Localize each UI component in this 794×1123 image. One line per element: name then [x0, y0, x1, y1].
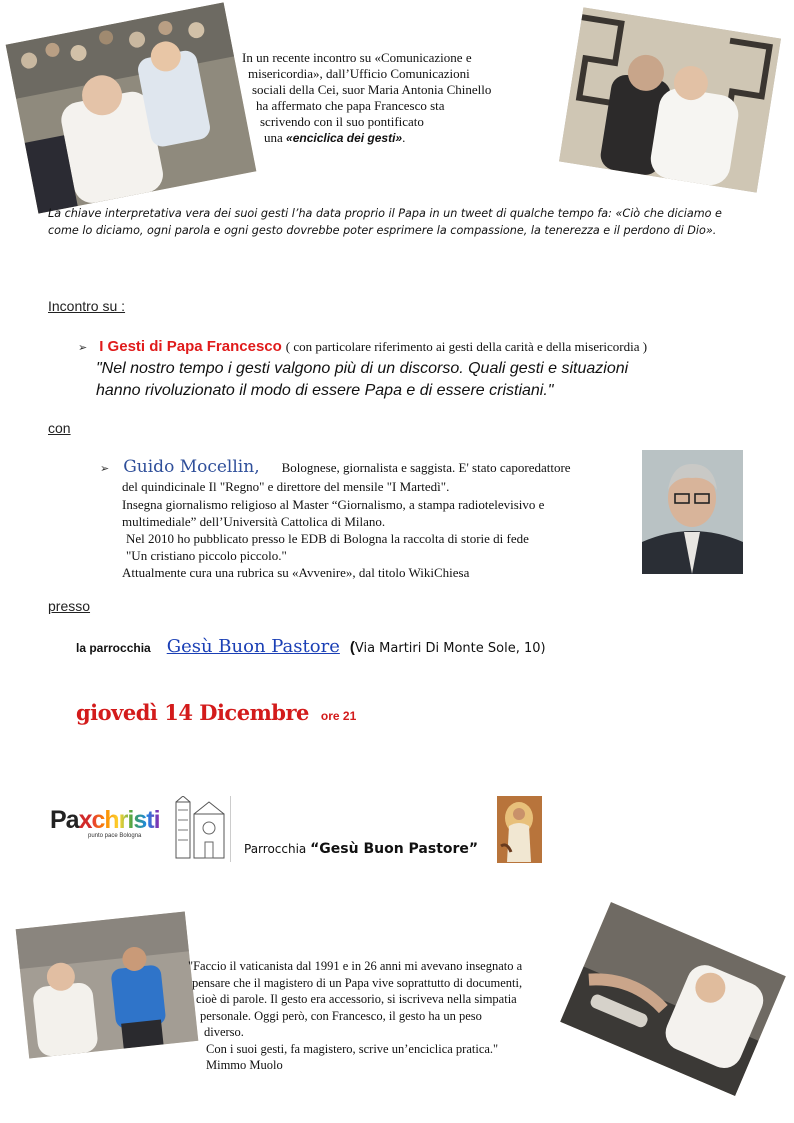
parish-logo-text	[244, 840, 478, 858]
pax-text-christi: christi	[91, 806, 160, 834]
guest-line6: "Un cristiano piccolo piccolo."	[126, 548, 287, 563]
photo-pope-crowd	[6, 2, 257, 213]
bullet-arrow-icon: ➢	[78, 342, 88, 354]
venue-name: Gesù Buon Pastore	[166, 636, 340, 657]
parish-name: “Gesù Buon Pastore”	[310, 841, 479, 857]
label-presso: presso	[48, 598, 91, 614]
quote-line: diverso.	[204, 1025, 244, 1039]
venue-open-paren: (	[349, 639, 355, 656]
guest-line3: Insegna giornalismo religioso al Master “Giornalismo, a stampa radiotelevisivo e	[122, 497, 545, 512]
photo-pope-street	[16, 911, 199, 1058]
guest-name: Guido Mocellin,	[123, 457, 260, 477]
intro-last-suffix: .	[402, 130, 406, 145]
guest-line2: del quindicinale Il "Regno" e direttore del mensile "I Martedì".	[122, 479, 450, 494]
intro-line-last	[234, 130, 534, 146]
label-con: con	[48, 420, 71, 436]
muolo-quote	[188, 958, 588, 1074]
topic-title: I Gesti di Papa Francesco	[99, 338, 282, 355]
venue-prefix: la parrocchia	[76, 641, 151, 655]
pax-text-a: Pa	[50, 806, 79, 834]
enciclica-dei-gesti: «enciclica dei gesti»	[286, 131, 403, 145]
label-incontro: Incontro su :	[48, 298, 126, 314]
pax-text-x: x	[78, 806, 92, 834]
guest-line5: Nel 2010 ho pubblicato presso le EDB di Bologna la raccolta di storie di fede	[126, 531, 529, 546]
topic-line	[78, 338, 647, 356]
quote-line: "Faccio il vaticanista dal 1991 e in 26 anni mi avevano insegnato a	[188, 959, 523, 973]
parish-prefix: Parrocchia	[244, 842, 311, 856]
quote-line: Con i suoi gesti, fa magistero, scrive un’enciclica pratica."	[206, 1041, 499, 1056]
pax-subtitle: punto pace Bologna	[88, 833, 142, 839]
quote-line: cioè di parole. Il gesto era accessorio, si iscriveva nella simpatia	[196, 992, 517, 1006]
photo-christ-icon	[497, 796, 542, 863]
intro-line: In un recente incontro su «Comunicazione e	[242, 50, 472, 65]
intro-paragraph	[234, 50, 534, 146]
date-main: giovedì 14 Dicembre	[76, 700, 309, 725]
quote-line: personale. Oggi però, con Francesco, il gesto ha un peso	[200, 1008, 482, 1023]
photo-pope-washing-feet	[560, 902, 786, 1096]
bullet-arrow-icon: ➢	[100, 463, 110, 475]
date-time: ore 21	[320, 709, 357, 723]
intro-line: scrivendo con il suo pontificato	[260, 114, 424, 129]
event-date	[76, 700, 356, 725]
key-paragraph: La chiave interpretativa vera dei suoi gesti l’ha data proprio il Papa in un tweet di qualche tempo fa: «Ciò che diciamo e come lo diciamo, ogni parola e ogni gesto dovrebbe poter esprimere la compassione, la tenerezza e il perdono di Dio».	[48, 207, 722, 237]
guest-line4: multimediale” dell’Università Cattolica di Milano.	[122, 514, 386, 529]
quote-line: pensare che il magistero di un Papa vive soprattutto di documenti,	[192, 975, 523, 990]
intro-last-prefix: una	[264, 130, 287, 145]
topic-note: ( con particolare riferimento ai gesti della carità e della misericordia )	[285, 339, 648, 354]
guest-line7: Attualmente cura una rubrica su «Avvenire», dal titolo WikiChiesa	[122, 565, 470, 580]
guest-header	[100, 457, 571, 477]
guest-line1: Bolognese, giornalista e saggista. E' stato caporedattore	[281, 460, 571, 475]
church-sketch-logo	[172, 796, 231, 862]
pax-christi-logo	[50, 806, 170, 852]
quote-author: Mimmo Muolo	[206, 1058, 283, 1072]
intro-line: ha affermato che papa Francesco sta	[256, 98, 445, 113]
intro-line: sociali della Cei, suor Maria Antonia Chinello	[252, 82, 492, 97]
venue-line	[76, 636, 546, 657]
topic-quote-line1: "Nel nostro tempo i gesti valgono più di un discorso. Quali gesti e situazioni	[96, 360, 629, 377]
topic-quote-line2: hanno rivoluzionato il modo di essere Papa e di essere cristiani."	[96, 382, 554, 399]
photo-pope-embrace	[559, 7, 781, 192]
photo-guido-mocellin	[642, 450, 743, 574]
venue-address: Via Martiri Di Monte Sole, 10)	[354, 641, 546, 656]
intro-line: misericordia», dall’Ufficio Comunicazioni	[248, 66, 470, 81]
